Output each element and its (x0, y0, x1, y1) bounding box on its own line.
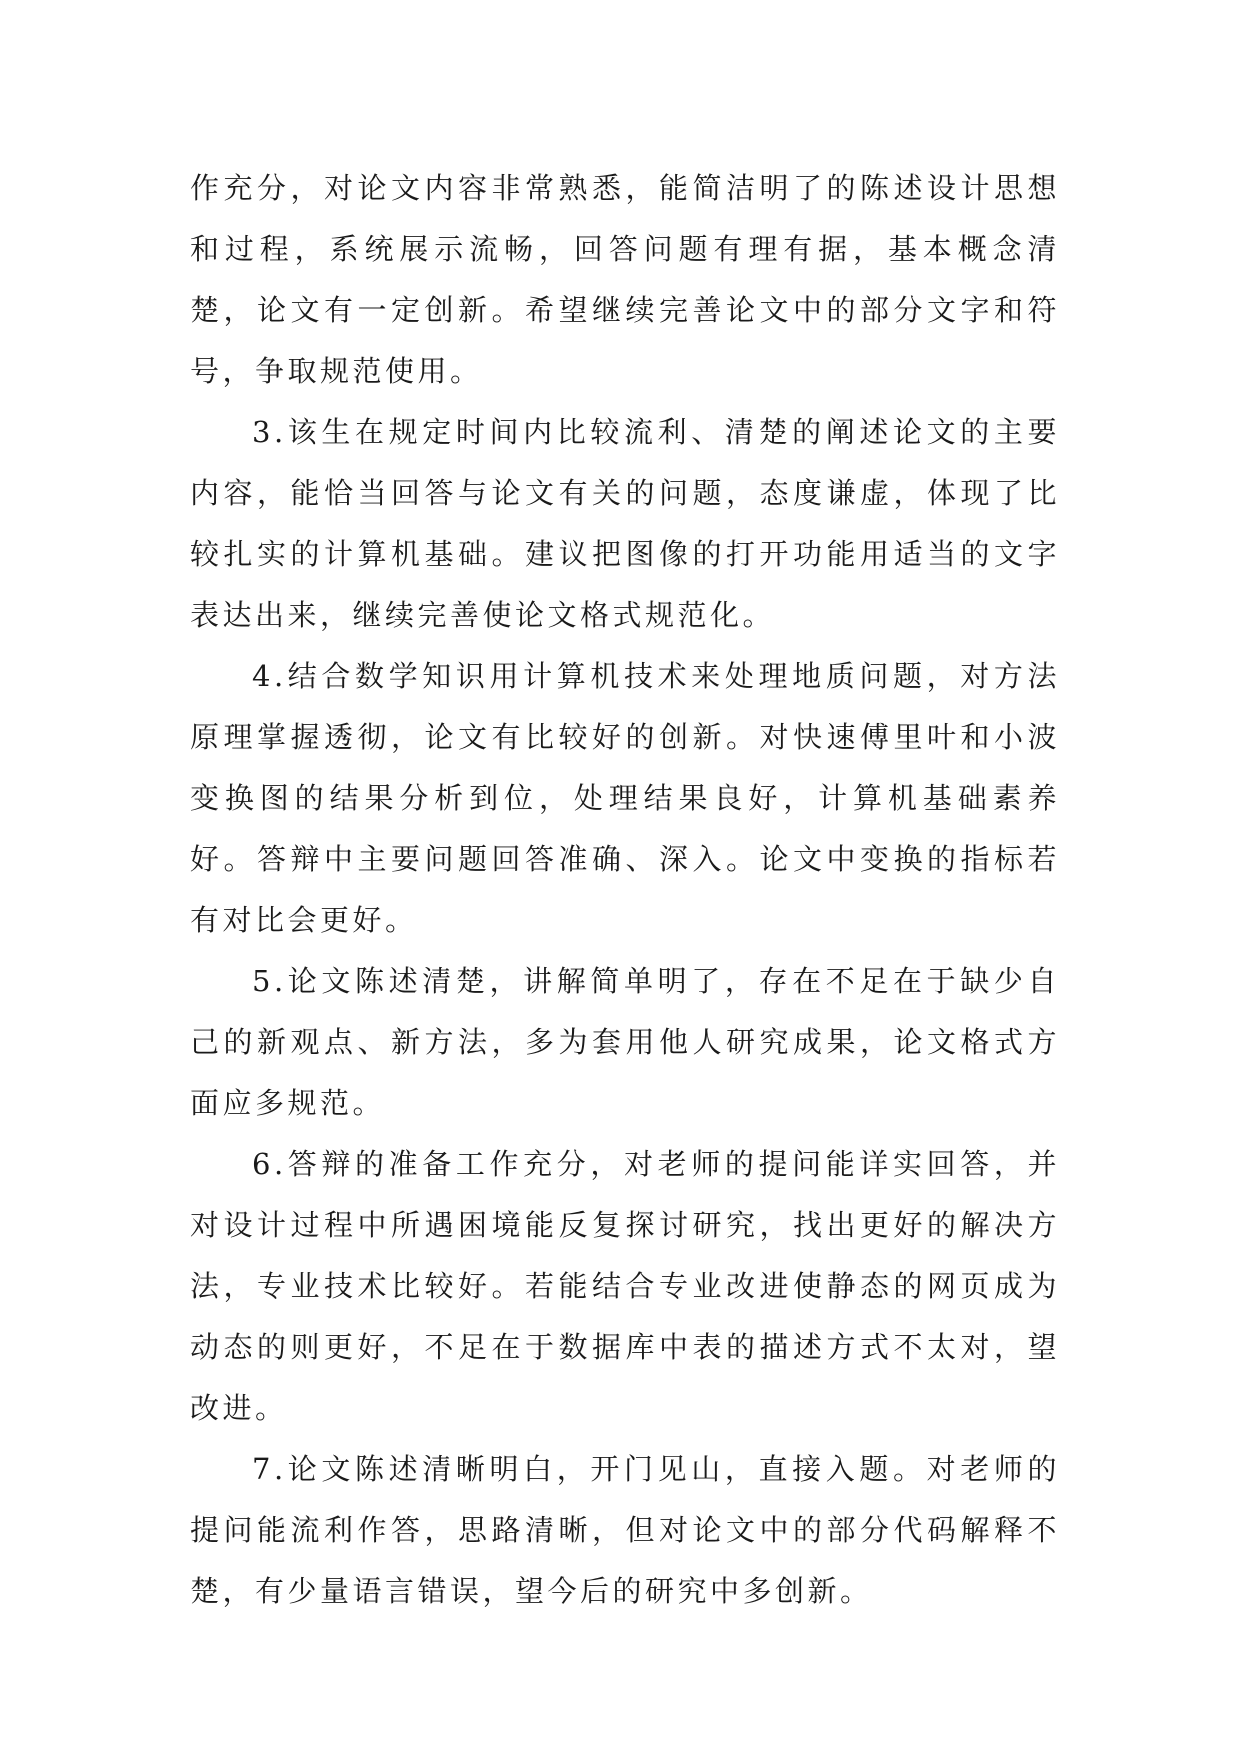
paragraph-item-4: 4.结合数学知识用计算机技术来处理地质问题，对方法原理掌握透彻，论文有比较好的创新。对快速傅里叶和小波变换图的结果分析到位，处理结果良好，计算机基础素养好。答辩中主要问题回答准确、深入。论文中变换的指标若有对比会更好。 (190, 659, 1060, 937)
paragraph-continuation: 作充分，对论文内容非常熟悉，能简洁明了的陈述设计思想和过程，系统展示流畅，回答问题有理有据，基本概念清楚，论文有一定创新。希望继续完善论文中的部分文字和符号，争取规范使用。 (190, 171, 1060, 388)
paragraph-item-7: 7.论文陈述清晰明白，开门见山，直接入题。对老师的提问能流利作答，思路清晰，但对论文中的部分代码解释不楚，有少量语言错误，望今后的研究中多创新。 (190, 1452, 1060, 1608)
document-body (190, 158, 1060, 1622)
paragraph-item-3: 3.该生在规定时间内比较流利、清楚的阐述论文的主要内容，能恰当回答与论文有关的问题，态度谦虚，体现了比较扎实的计算机基础。建议把图像的打开功能用适当的文字表达出来，继续完善使论文格式规范化。 (190, 415, 1060, 632)
paragraph-item-5: 5.论文陈述清楚，讲解简单明了，存在不足在于缺少自己的新观点、新方法，多为套用他人研究成果，论文格式方面应多规范。 (190, 964, 1060, 1120)
paragraph-item-6: 6.答辩的准备工作充分，对老师的提问能详实回答，并对设计过程中所遇困境能反复探讨研究，找出更好的解决方法，专业技术比较好。若能结合专业改进使静态的网页成为动态的则更好，不足在于数据库中表的描述方式不太对，望改进。 (190, 1147, 1060, 1425)
